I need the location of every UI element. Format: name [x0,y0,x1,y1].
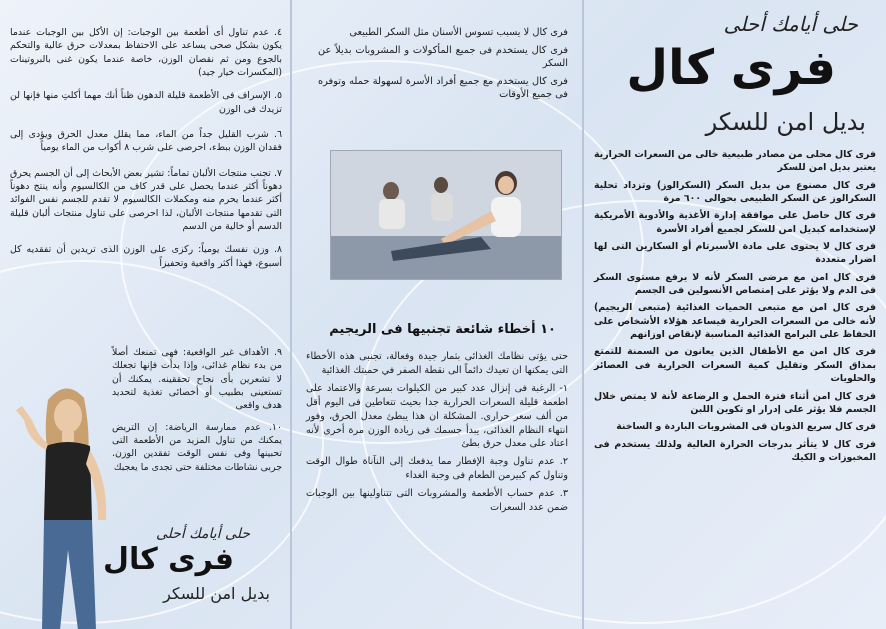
list-item: ٥. الإسراف فى الأطعمة قليلة الدهون ظناً أنك مهما أكلتِ منها فإنها لن تزيدك فى الوزن [10,90,282,115]
paragraph: ٢. عدم تناول وجبة الإفطار مما يدفعك إلى النآناة طوال الوقت وتناول كم كبيرمن الطعام فى وجبة الغداء [306,456,568,482]
mistakes-list [10,26,282,274]
list-item: ٦. شرب القليل جداً من الماء، مما يقلل معدل الحرق ويؤدى إلى فقدان الوزن ببطء، احرصى على شرب ٨ أكواب من الماء يومياً [10,129,282,154]
brand-title: فرى كال [626,40,836,96]
list-item: ٨. وزن نفسك يومياً: ركزى على الوزن الذى تريدين أن تفقديه كل أسبوع، فهذا أكثر واقعية وتحفيزاً [10,244,282,269]
paragraph: فرى كال حاصل على موافقة إدارة الأغذية والأدوية الأمريكية لإستخدامه كبديل امن للسكر لجميع أفراد الأسرة [594,210,876,235]
paragraph: فرى كال مصنوع من بديل السكر (السكرالوز) وتزداد تحلية السكرالوز عن السكر الطبيعى بحوالى ٦٠٠ مرة [594,179,876,205]
paragraph: فرى كال سريع الذوبان فى المشروبات الباردة و الساخنة [616,421,876,433]
footer-tagline: حلى أيامك أحلى [155,526,250,542]
woman-figure [8,380,128,629]
right-panel [584,0,886,629]
exercise-photo-illustration [331,151,561,279]
list-item: ٧. تجنب منتجات الألبان تماماً: تشير بعض الأبحاث إلى أن الجسم يحرق دهوناً أكثر عندما يحصل على قدر كاف من الكالسيوم وأنه ينتج دهوناً أكثر عندما يحرم منه ومكملات الكالسيوم لا تقدم للجسم نفس الفوائد التى تقدمها منتجات الألبان، لذا احرصى على تناول منتجات ألبان قليلة الدسم أو خالية من الدسم [10,167,282,233]
paragraph: فرى كال لا يحتوى على مادة الأسبرتام أو السكارين التى لها اضرار متعددة [594,241,876,266]
paragraph: فرى كال يستخدم مع جميع أفراد الأسرة لسهولة حمله وتوفره فى جميع الأوقات [318,75,568,101]
paragraph: فرى كال لا يسبب تسوس الأسنان مثل السكر الطبيعى [349,27,568,38]
mistakes-list-continued [112,346,282,478]
footer-subtitle: بديل امن للسكر [163,584,270,603]
intro-text [318,26,568,106]
paragraph: فرى كال امن مع مرضى السكر لأنه لا يرفع مستوى السكر فى الدم ولا يؤثر على إمتصاص الأنسولين فى الجسم [594,271,876,297]
section-body [306,350,568,519]
brand-subtitle: بديل امن للسكر [705,108,866,136]
footer-brand: فرى كال [103,542,234,577]
list-item: ٩. الأهداف غير الواقعية: فهى تمنعك أصلاً من بدء نظام غذائى، وإذا بدأت فإنها تجعلك لا تشعرين بأى نجاح تحققينه. يمكنك أن تستعينى بطبيب أو أخصائى تغذية لتحديد هدف واقعى [112,347,282,412]
paragraph: ٣. عدم حساب الأطعمة والمشروبات التى تتناولينها بين الوجبات ضمن عدد السعرات [306,488,568,514]
paragraph: فرى كال يستخدم فى جميع المأكولات و المشروبات بديلاً عن السكر [318,44,568,70]
tagline: حلى أيامك أحلى [723,12,858,36]
paragraph: فرى كال امن أثناء فترة الحمل و الرضاعة لأنة لا يمتص خلال الجسم فلا يؤثر على إدرار او تكوين اللبن [594,390,876,415]
section-heading: ١٠ أخطاء شائعة تجنبيها فى الريجيم [329,322,556,337]
paragraph: فرى كال محلى من مصادر طبيعية خالى من السعرات الحرارية يعتبر بديل امن للسكر [594,149,876,174]
product-description [594,148,876,468]
paragraph: فرى كال لا يتأثر بدرجات الحرارة العالية ولذلك يستخدم فى المخبوزات و الكيك [594,438,876,463]
paragraph: فرى كال امن مع الأطفال الذين يعانون من السمنة للتمتع بمذاق السكر وتقليل كمية السعرات الحرارية فى العصائر والحلويات [594,346,876,385]
left-panel [0,0,290,629]
paragraph: حتى يؤتى نظامك الغذائى بثمار جيدة وفعالة، تجنبى هذه الأخطاء التى يمكنها ان تعيدك دائماً الى نقطة الصفر في حميتك الغذائية [306,351,568,376]
paragraph: ١- الرغبة فى إنزال عدد كبير من الكيلوات بسرعة والاعتماد على اطعمة قليلة السعرات الحرارية جدا بحيث تتعاطين فى اليوم أقل من ألف سعر حرارى. المشكلة ان هذا يبطئ معدل الحرق، وفور انتهاء النظام الغذائى، يبدأ جسمك فى زيادة الوزن مرة أخرى لأنه اعتاد على معدل حرق بطئ [306,382,568,450]
list-item: ٤. عدم تناول أى أطعمة بين الوجبات: إن الأكل بين الوجبات عندما يكون بشكل صحى يساعد على الاحتفاظ بمعدلات حرق عالية والتحكم بالجوع ومن ثم نقصان الوزن، خاصة عندما يكون غنى بالبروتينات (المكسرات خيار جيد) [10,27,282,79]
list-item: ١٠. عدم ممارسة الرياضة: إن التريض يمكنك من تناول المزيد من الأطعمة التى تحبينها وفى نفس الوقت تفقدين الوزن. جربى نشاطات مختلفة حتى تجدى ما يعجبك [112,421,282,473]
middle-panel [292,0,582,629]
paragraph: فرى كال امن مع متبعى الحميات الغذائية (متبعى الريجيم) لأنه خالى من السعرات الحرارية فيساعد هؤلاء الأشخاص على الحفاظ على البرامج الغذائية المناسبة لإنقاص اوزانهم [594,302,876,341]
exercise-photo [330,150,562,280]
